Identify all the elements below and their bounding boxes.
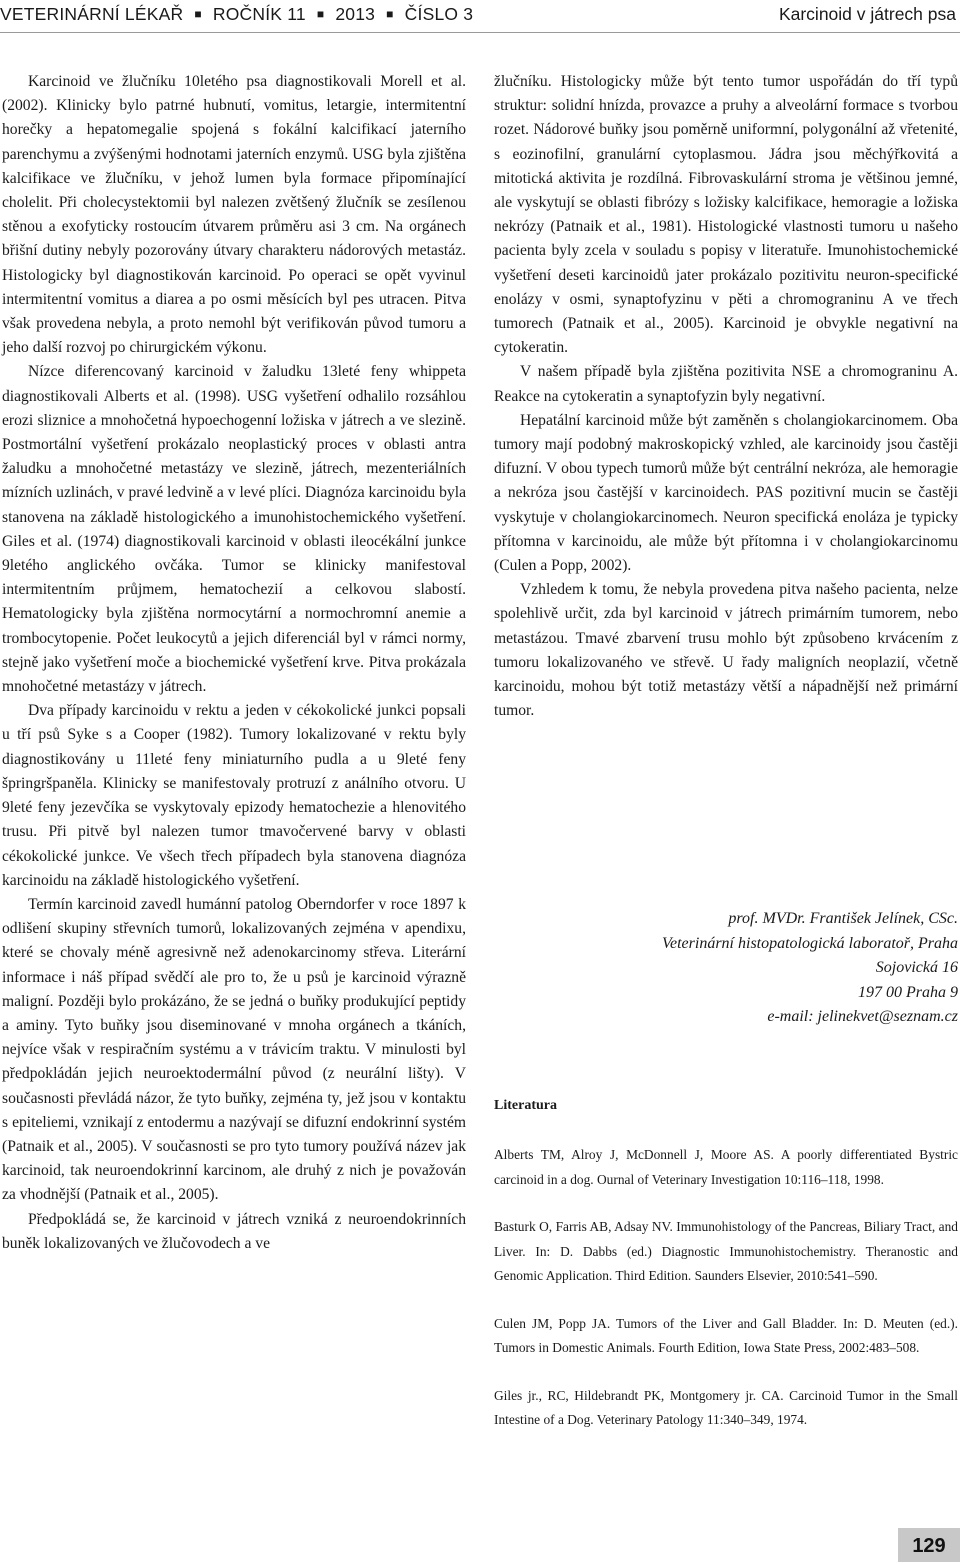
author-city: 197 00 Praha 9 [858,983,958,1001]
volume: ROČNÍK 11 [212,4,306,24]
journal-info [0,4,473,25]
literature-heading: Literatura [494,1098,557,1113]
author-signature [498,907,958,1030]
page-number: 129 [898,1528,960,1562]
reference-item: Alberts TM, Alroy J, McDonnell J, Moore AS. A poorly differentiated Bystric carcinoid in a dog. Ournal of Veterinary Investigation 10:116–118, 1998. [494,1147,958,1187]
header-divider [0,32,960,33]
journal-name: VETERINÁRNÍ LÉKAŘ [0,4,184,24]
paragraph: Vzhledem k tomu, že nebyla provedena pitva našeho pacienta, nelze spolehlivě určit, zda byl karcinoid v játrech primárním tumorem, nebo metastázou. Tmavé zbarvení trusu mohlo být způsobeno krvácením z tumoru lokalizovaného ve střevě. U řady maligních neoplazií, včetně karcinoidu, mohou být totiž metastázy větší a nápadnější než primární tumor. [494,581,958,720]
right-column [494,70,958,723]
paragraph: Karcinoid ve žlučníku 10letého psa diagnostikovali Morell et al. (2002). Klinicky bylo patrné hubnutí, vomitus, letargie, intermitentní horečky a hepatomegalie spojená s fokální kalcifikací jaterního parenchymu a zvýšenými hodnotami jaterních enzymů. USG byla zjištěna kalcifikace ve žlučníku, v jehož lumen byla formace připomínající cholelit. Při cholecystektomii byl nalezen zvětšený žlučník se zesílenou stěnou a exofyticky rostoucím útvarem průměru asi 3 cm. Na orgánech břišní dutiny nebyly pozorovány útvary charakteru nádorových metastáz. Histologicky byl diagnostikován karcinoid. Po operaci se opět vyvinul intermitentní vomitus a diarea a po osmi měsících byl pes utracen. Pitva však provedena nebyla, a proto nemohl být verifikován původ tumoru a jeho další rozvoj po chirurgickém výkonu. [2,73,466,357]
paragraph: Předpokládá se, že karcinoid v játrech vzniká z neuroendokrinních buněk lokalizovaných ve žlučovodech a ve [2,1210,466,1252]
paragraph: V našem případě byla zjištěna pozitivita NSE a chromograninu A. Reakce na cytokeratin a synaptofyzin byly negativní. [494,363,958,405]
author-name: prof. MVDr. František Jelínek, CSc. [728,910,958,927]
paragraph: žlučníku. Histologicky může být tento tumor uspořádán do tří typů struktur: solidní hnízda, provazce a pruhy a alveolární formace s tvorbou rozet. Nádorové buňky jsou poměrně uniformní, polygonální až vřetenité, s eozinofilní, granulární cytoplasmou. Jádra jsou měchýřkovitá a mitotická aktivita je rozdílná. Fibrovaskulární stroma je většinou jemné, ale vyskytují se oblasti fibrózy s ložisky kalcifikace, hemoragie a ložiska nekrózy (Patnaik et al., 1981). Histologické vlastnosti tumoru u našeho pacienta byly zcela v souladu s popisy v literatuře. Imunohistochemické vyšetření deseti karcinoidů jater prokázalo pozitivitu neuron-specifické enolázy v osmi, synaptofyzinu v pěti a chromograninu A ve třech tumorech (Patnaik et al., 2005). Karcinoid je obvykle negativní na cytokeratin. [494,73,958,357]
paragraph: Hepatální karcinoid může být zaměněn s cholangiokarcinomem. Oba tumory mají podobný makroskopický vzhled, ale karcinoidy jsou častěji difuzní. V obou typech tumorů může být centrální nekróza, ale hemoragie a nekróza jsou častější v karcinoidech. PAS pozitivní mucin se častěji vyskytuje v cholangiokarcinomech. Neuron specifická enoláza je typicky přítomna v karcinoidu, ale může být přítomna i v cholangiokarcinomu (Culen a Popp, 2002). [494,411,958,575]
separator-square-icon: ■ [316,7,325,21]
running-header [0,0,960,32]
section-title: Karcinoid v játrech psa [778,4,956,24]
reference-item: Culen JM, Popp JA. Tumors of the Liver and Gall Bladder. In: D. Meuten (ed.). Tumors in Domestic Animals. Fourth Edition, Iowa State Press, 2002:483–508. [494,1315,958,1355]
paragraph: Nízce diferencovaný karcinoid v žaludku 13leté feny whippeta diagnostikovali Alberts et al. (1998). USG vyšetření odhalilo rozsáhlou erozi sliznice a mnohočetná hypoechogenní ložiska v játrech a ve slezině. Postmortální vyšetření prokázalo neoplastický proces v oblasti antra žaludku a mnohočetné metastázy ve slezině, játrech, mezenteriálních mízních uzlinách, v pravé ledvině a v levé plíci. Diagnóza karcinoidu byla stanovena na základě histologického a imunohistochemického vyšetření. Giles et al. (1974) diagnostikovali karcinoid v oblasti ileocékální junkce 9letého anglického ovčáka. Tumor se klinicky manifestoval intermitentním průjmem, hematochezií a celkovou slabostí. Hematologicky byla zjištěna normocytární a normochromní anemie a trombocytopenie. Počet leukocytů a jejich diferenciál byl v rámci normy, stejně jako vyšetření moče a biochemické vyšetření krve. Pitva prokázala mnohočetné metastázy v játrech. [2,363,466,696]
reference-item: Giles jr., RC, Hildebrandt PK, Montgomery jr. CA. Carcinoid Tumor in the Small Intestine of a Dog. Veterinary Patology 11:340–349, 1974. [494,1387,958,1427]
reference-item: Basturk O, Farris AB, Adsay NV. Immunohistology of the Pancreas, Biliary Tract, and Liver. In: D. Dabbs (ed.) Diagnostic Immunohistochemistry. Theranostic and Genomic Application. Third Edition. Saunders Elsevier, 2010:541–590. [494,1219,958,1283]
separator-square-icon: ■ [194,7,202,21]
issue: ČÍSLO 3 [404,4,474,24]
paragraph: Termín karcinoid zavedl humánní patolog Oberndorfer v roce 1897 k odlišení skupiny střevních tumorů, lokalizovaných zejména v apendixu, které se chovaly méně agresivně než adenokarcinomy střeva. Literární informace i náš případ svědčí ale pro to, že u psů je karcinoid výrazně maligní. Později bylo prokázáno, že se jedná o buňky produkující peptidy a aminy. Tyto buňky jsou diseminované v mnoha orgánech a tkáních, nejvíce však v respiračním systému a v trávicím traktu. V minulosti byl předpokládán jejich neuroektodermální původ (z neurální lišty). V současnosti převládá názor, že tyto buňky, zejména ty, jež jsou v kontaktu s epiteliemi, vznikají z entodermu a nazývají se difuzní endokrinní systém (Patnaik et al., 2005). V současnosti se pro tyto tumory používá název jak karcinoid, tak neuroendokrinní karcinom, ale druhý z nich je považován za vhodnější (Patnaik et al., 2005). [2,895,466,1204]
paragraph: Dva případy karcinoidu v rektu a jeden v cékokolické junkci popsali u tří psů Syke s a Cooper (1982). Tumory lokalizované v rektu byly diagnostikovány u 11leté feny miniaturního pudla a u 9leté feny špringršpaněla. Klinicky se manifestovaly protruzí z análního otvoru. U 9leté feny jezevčíka se vyskytovaly epizody hematochezie a hlenovitého trusu. Při pitvě byl nalezen tumor tmavočervené barvy v oblasti cékokolické junkce. Ve všech třech případech byla stanovena diagnóza karcinoidu na základě histologického vyšetření. [2,702,466,889]
reference-list [494,1143,958,1456]
author-email: e-mail: jelinekvet@seznam.cz [767,1008,958,1025]
author-institution: Veterinární histopatologická laboratoř, Praha [662,934,958,952]
separator-square-icon: ■ [386,7,394,21]
year: 2013 [335,4,376,24]
author-street: Sojovická 16 [875,959,958,976]
left-column [2,70,466,1256]
